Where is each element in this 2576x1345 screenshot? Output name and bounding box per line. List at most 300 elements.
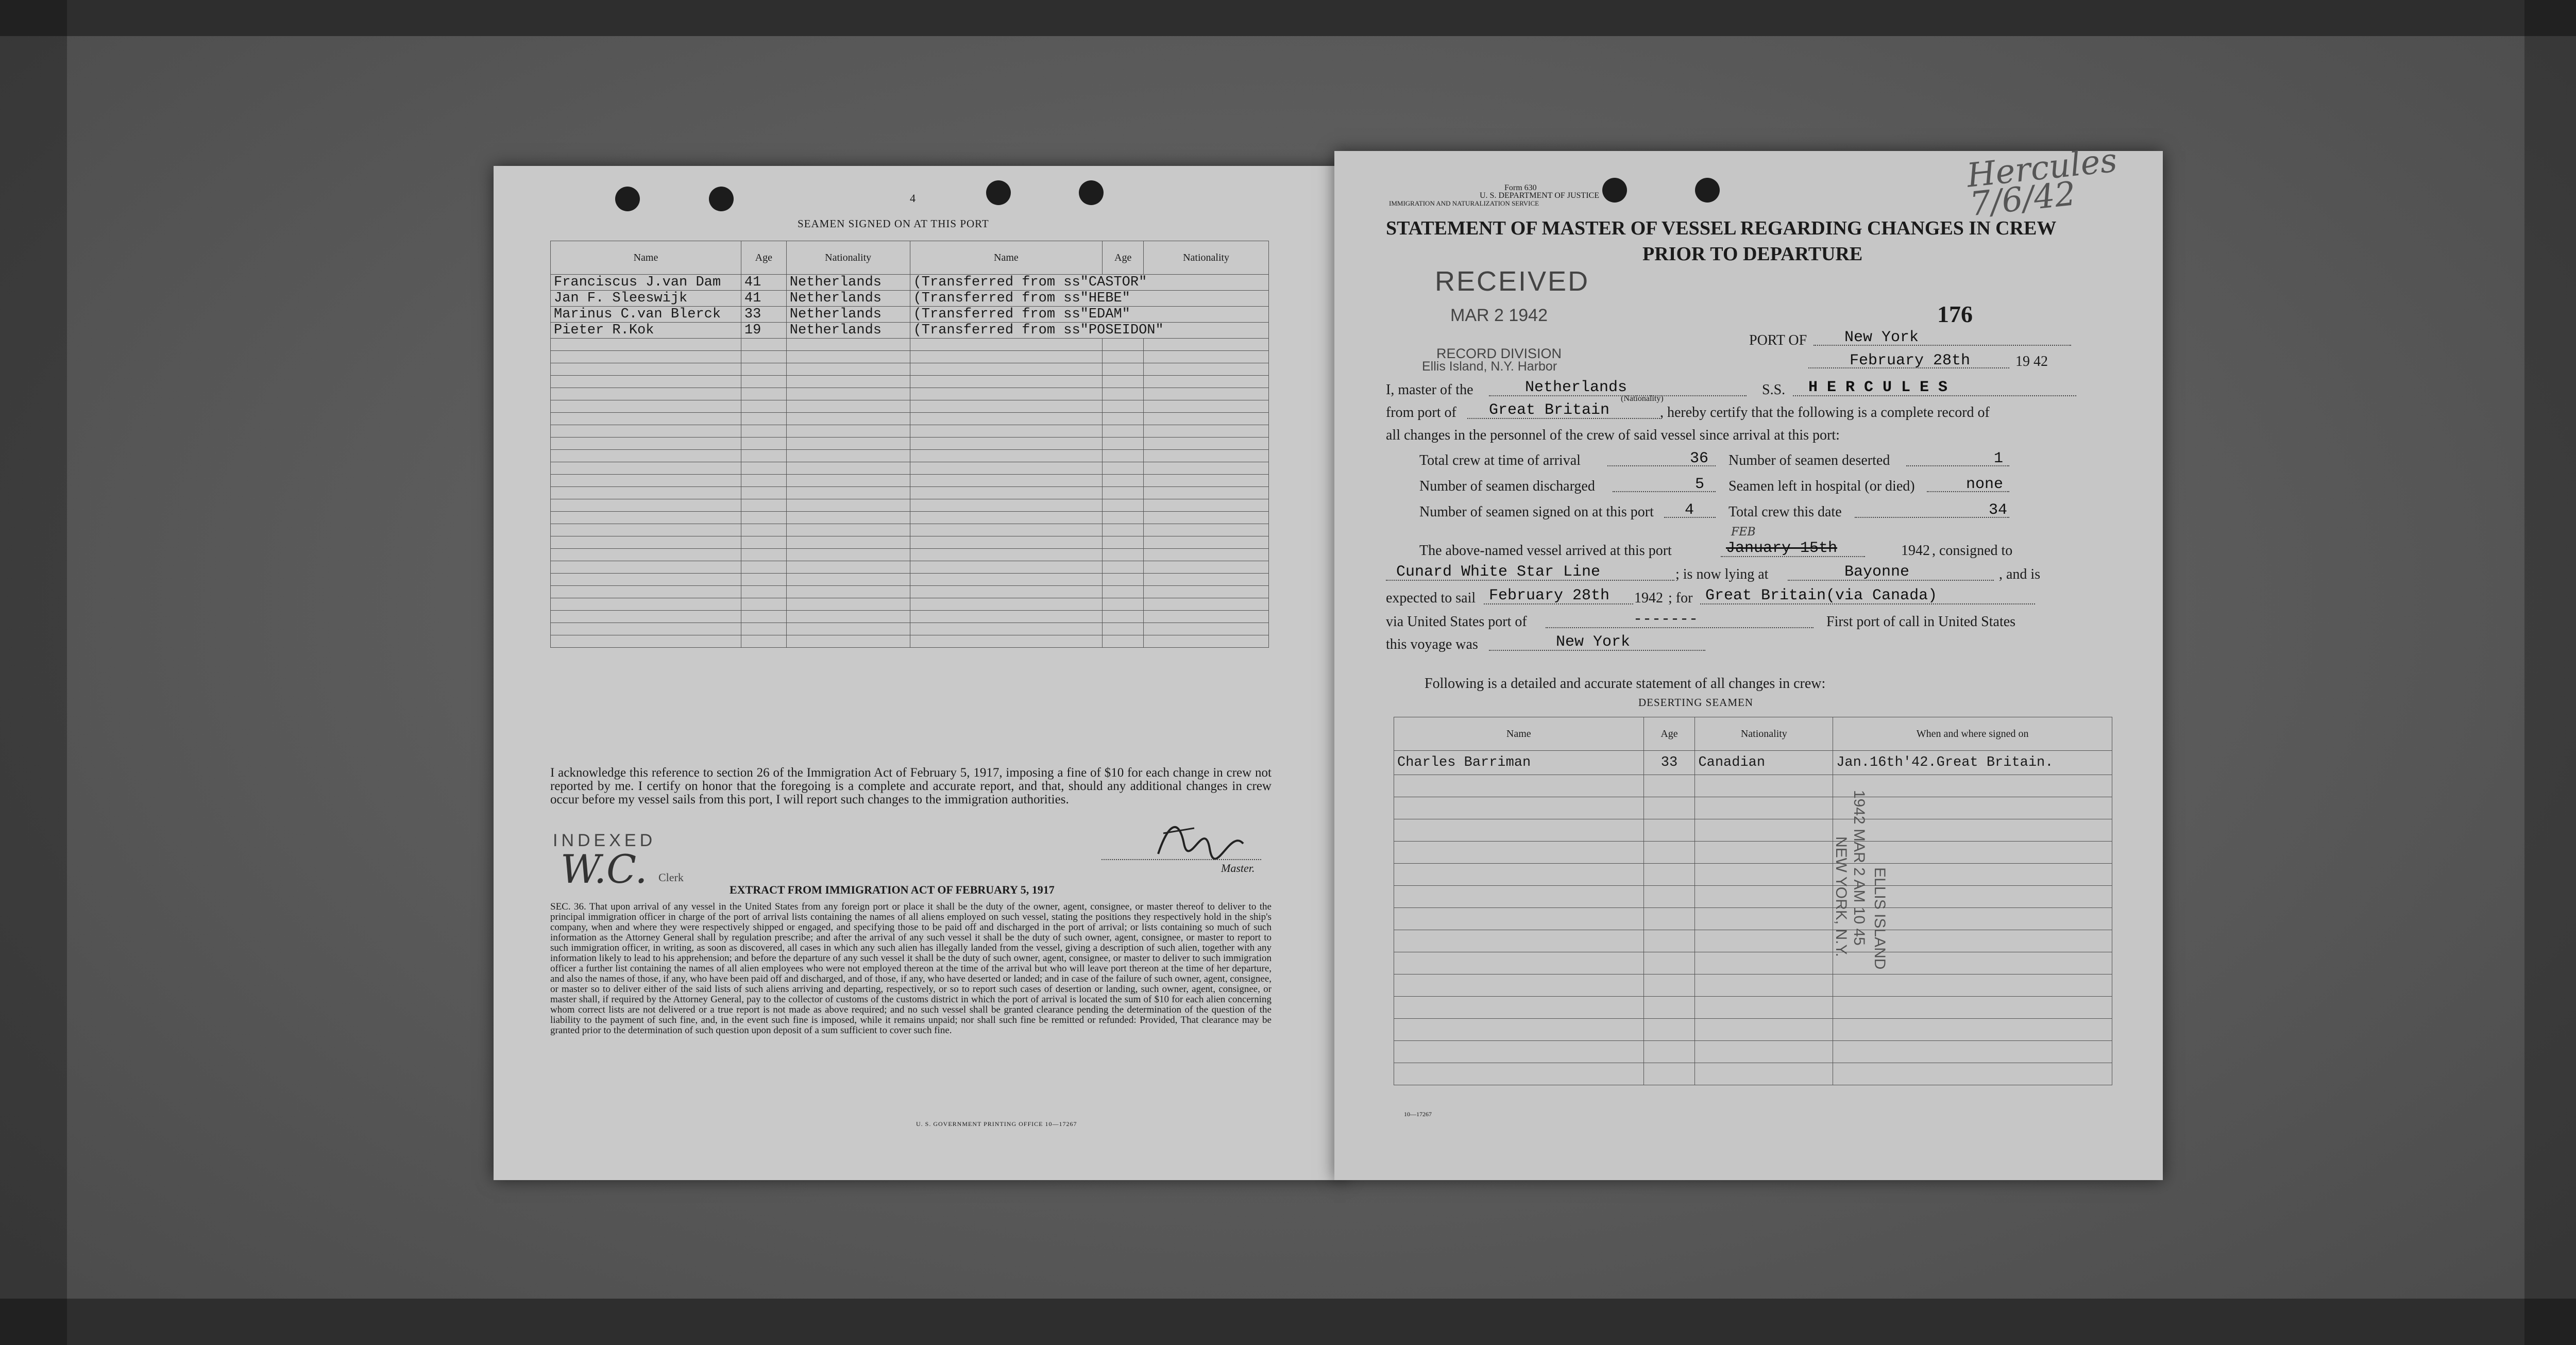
first-call-line	[1489, 650, 1705, 651]
empty-row	[1394, 930, 2112, 952]
empty-cell	[910, 598, 1103, 611]
empty-cell	[551, 611, 741, 623]
empty-cell	[741, 536, 786, 549]
statement-year: 19 42	[2015, 354, 2048, 369]
certify-text: , hereby certify that the following is a complete record of	[1660, 405, 1990, 421]
punch-hole	[709, 187, 734, 211]
seaman-remark: (Transferred from ss"CASTOR"	[910, 275, 1268, 291]
empty-row	[551, 475, 1269, 487]
empty-row	[551, 413, 1269, 425]
form-subtitle: PRIOR TO DEPARTURE	[1642, 243, 1863, 265]
sail-year: 1942	[1634, 590, 1663, 606]
port-line	[1814, 345, 2071, 346]
empty-cell	[786, 536, 910, 549]
deserting-title: DESERTING SEAMEN	[1638, 696, 1753, 709]
empty-cell	[786, 438, 910, 450]
vertical-stamp-ellis: ELLIS ISLAND	[1871, 867, 1888, 970]
empty-row	[551, 487, 1269, 499]
from-port-line	[1467, 418, 1660, 419]
empty-cell	[910, 388, 1103, 400]
clerk-initials: W.C.	[561, 846, 648, 892]
handwritten-note: Hercules 7/6/42	[1965, 141, 2119, 224]
form-number: Form 630	[1504, 183, 1537, 192]
empty-row	[1394, 974, 2112, 997]
empty-cell	[1144, 400, 1269, 413]
via-port-value: -------	[1633, 611, 1699, 628]
consignee-value: Cunard White Star Line	[1396, 563, 1601, 581]
received-stamp-word: RECEIVED	[1435, 266, 1590, 297]
empty-cell	[910, 363, 1103, 376]
total-crew-arrival-value: 36	[1690, 450, 1709, 467]
empty-cell	[1643, 1041, 1695, 1063]
empty-cell	[910, 586, 1103, 598]
seaman-age: 41	[741, 275, 786, 291]
seaman-name: Marinus C.van Blerck	[551, 307, 741, 323]
signed-on-label: Number of seamen signed on at this port	[1419, 504, 1654, 520]
empty-cell	[1144, 351, 1269, 363]
empty-cell	[1144, 339, 1269, 351]
department: U. S. DEPARTMENT OF JUSTICE	[1480, 191, 1599, 200]
arrived-year: 1942	[1901, 543, 1930, 559]
empty-row	[551, 598, 1269, 611]
empty-cell	[1103, 574, 1144, 586]
empty-row	[551, 363, 1269, 376]
empty-cell	[1103, 499, 1144, 512]
empty-cell	[551, 363, 741, 376]
empty-cell	[910, 462, 1103, 475]
total-crew-arrival-label: Total crew at time of arrival	[1419, 452, 1581, 468]
left-page	[494, 166, 1346, 1180]
empty-cell	[1643, 797, 1695, 819]
deserter-name: Charles Barriman	[1394, 751, 1644, 775]
empty-cell	[1144, 536, 1269, 549]
total-crew-today-value: 34	[1989, 501, 2008, 519]
empty-cell	[741, 388, 786, 400]
vertical-stamp-city: NEW YORK, N.Y.	[1833, 836, 1850, 957]
empty-cell	[741, 438, 786, 450]
master-signature-line	[1101, 859, 1261, 860]
from-port-label: from port of	[1386, 405, 1456, 421]
vessel-line	[1793, 395, 2076, 396]
empty-cell	[910, 611, 1103, 623]
empty-cell	[1144, 574, 1269, 586]
arrived-label: The above-named vessel arrived at this port	[1419, 543, 1672, 559]
deserter-signed-on: Jan.16th'42.Great Britain.	[1833, 751, 2112, 775]
empty-cell	[1103, 524, 1144, 536]
empty-row	[551, 549, 1269, 561]
empty-cell	[1643, 908, 1695, 930]
indexed-stamp: INDEXED	[553, 831, 656, 850]
empty-row	[551, 450, 1269, 462]
via-label: via United States port of	[1386, 614, 1527, 630]
empty-cell	[786, 475, 910, 487]
statement-date: February 28th	[1850, 352, 1971, 369]
empty-cell	[1144, 598, 1269, 611]
empty-cell	[1833, 775, 2112, 797]
empty-cell	[1695, 1019, 1833, 1041]
nationality-caption: (Nationality)	[1621, 394, 1664, 403]
seaman-name: Franciscus J.van Dam	[551, 275, 741, 291]
empty-cell	[1144, 413, 1269, 425]
received-stamp-location: Ellis Island, N.Y. Harbor	[1422, 359, 1557, 374]
empty-cell	[1144, 561, 1269, 574]
empty-cell	[1103, 450, 1144, 462]
empty-cell	[551, 450, 741, 462]
deserted-label: Number of seamen deserted	[1728, 452, 1890, 468]
empty-cell	[786, 462, 910, 475]
empty-cell	[551, 376, 741, 388]
empty-row	[1394, 775, 2112, 797]
seaman-nationality: Netherlands	[786, 291, 910, 307]
seaman-age: 41	[741, 291, 786, 307]
seaman-nationality: Netherlands	[786, 275, 910, 291]
empty-cell	[786, 635, 910, 648]
first-call-label: First port of call in United States	[1826, 614, 2016, 630]
discharged-value: 5	[1695, 476, 1705, 493]
empty-cell	[1643, 997, 1695, 1019]
empty-row	[551, 574, 1269, 586]
empty-cell	[741, 450, 786, 462]
empty-row	[551, 561, 1269, 574]
empty-row	[551, 351, 1269, 363]
empty-cell	[1144, 475, 1269, 487]
empty-cell	[1103, 388, 1144, 400]
arrived-line	[1721, 556, 1865, 557]
empty-cell	[1144, 611, 1269, 623]
empty-cell	[741, 524, 786, 536]
seamen-signed-on-table	[550, 241, 1269, 648]
empty-row	[551, 400, 1269, 413]
empty-cell	[741, 351, 786, 363]
empty-cell	[741, 400, 786, 413]
empty-cell	[741, 561, 786, 574]
empty-cell	[1144, 438, 1269, 450]
empty-row	[1394, 1063, 2112, 1085]
seaman-age: 33	[741, 307, 786, 323]
port-value: New York	[1844, 329, 1919, 346]
total-crew-today-label: Total crew this date	[1728, 504, 1842, 520]
section-title: SEAMEN SIGNED ON AT THIS PORT	[798, 217, 989, 230]
empty-row	[551, 586, 1269, 598]
empty-cell	[1833, 842, 2112, 864]
empty-cell	[1695, 864, 1833, 886]
empty-cell	[1695, 797, 1833, 819]
empty-cell	[551, 586, 741, 598]
table-header-row	[551, 241, 1269, 275]
sail-date: February 28th	[1489, 587, 1610, 604]
empty-cell	[786, 450, 910, 462]
empty-row	[551, 512, 1269, 524]
empty-cell	[910, 450, 1103, 462]
from-port-value: Great Britain	[1489, 401, 1610, 419]
punch-hole	[1695, 178, 1720, 203]
column-header: Nationality	[1144, 241, 1269, 275]
empty-row	[551, 438, 1269, 450]
empty-cell	[1103, 462, 1144, 475]
voyage-label: this voyage was	[1386, 636, 1478, 652]
empty-cell	[1643, 1019, 1695, 1041]
empty-cell	[1394, 797, 1644, 819]
empty-cell	[1144, 388, 1269, 400]
empty-cell	[1103, 598, 1144, 611]
empty-row	[1394, 908, 2112, 930]
empty-cell	[1103, 339, 1144, 351]
seaman-nationality: Netherlands	[786, 307, 910, 323]
received-stamp-date: MAR 2 1942	[1450, 306, 1548, 325]
seaman-remark: (Transferred from ss"EDAM"	[910, 307, 1268, 323]
lying-at-value: Bayonne	[1844, 563, 1910, 581]
empty-cell	[1103, 623, 1144, 635]
empty-cell	[551, 549, 741, 561]
empty-cell	[551, 351, 741, 363]
empty-cell	[1103, 586, 1144, 598]
empty-cell	[1394, 974, 1644, 997]
empty-cell	[551, 574, 741, 586]
and-is-label: , and is	[1999, 566, 2041, 582]
empty-cell	[1103, 425, 1144, 438]
empty-row	[551, 635, 1269, 648]
first-call-value: New York	[1556, 633, 1631, 651]
empty-cell	[551, 623, 741, 635]
right-page	[1334, 141, 2163, 1180]
empty-cell	[741, 623, 786, 635]
empty-cell	[1144, 450, 1269, 462]
empty-cell	[786, 499, 910, 512]
signature-scribble	[1148, 813, 1251, 864]
lying-label: ; is now lying at	[1675, 566, 1769, 582]
column-header: Age	[1103, 241, 1144, 275]
column-header: Age	[741, 241, 786, 275]
empty-cell	[1695, 930, 1833, 952]
empty-row	[551, 388, 1269, 400]
empty-cell	[1144, 549, 1269, 561]
printing-office: U. S. GOVERNMENT PRINTING OFFICE 10—17267	[916, 1120, 1077, 1128]
empty-row	[551, 536, 1269, 549]
empty-cell	[786, 574, 910, 586]
empty-cell	[741, 574, 786, 586]
empty-cell	[910, 524, 1103, 536]
column-header: Nationality	[786, 241, 910, 275]
empty-cell	[910, 635, 1103, 648]
film-top-band	[0, 0, 2576, 36]
consigned-label: , consigned to	[1932, 543, 2013, 559]
port-label: PORT OF	[1749, 332, 1807, 348]
total-crew-today-line	[1855, 517, 2009, 518]
empty-cell	[1103, 376, 1144, 388]
empty-cell	[786, 400, 910, 413]
empty-cell	[1643, 930, 1695, 952]
empty-cell	[1144, 376, 1269, 388]
empty-cell	[741, 339, 786, 351]
column-header: Name	[910, 241, 1103, 275]
empty-cell	[551, 413, 741, 425]
table-header-row	[1394, 717, 2112, 751]
empty-cell	[910, 561, 1103, 574]
empty-row	[1394, 1019, 2112, 1041]
seaman-remark: (Transferred from ss"HEBE"	[910, 291, 1268, 307]
empty-cell	[1394, 819, 1644, 842]
master-of-label: I, master of the	[1386, 382, 1473, 398]
empty-cell	[551, 512, 741, 524]
empty-cell	[551, 339, 741, 351]
empty-cell	[786, 598, 910, 611]
empty-row	[551, 339, 1269, 351]
destination-value: Great Britain(via Canada)	[1705, 587, 1938, 604]
empty-cell	[1695, 886, 1833, 908]
form-title: STATEMENT OF MASTER OF VESSEL REGARDING CHANGES IN CREW	[1386, 217, 2057, 239]
empty-cell	[1833, 797, 2112, 819]
empty-cell	[786, 376, 910, 388]
consignee-line	[1386, 580, 1674, 581]
empty-cell	[551, 561, 741, 574]
empty-cell	[910, 425, 1103, 438]
column-header: Name	[1394, 717, 1644, 751]
empty-cell	[1695, 974, 1833, 997]
empty-cell	[910, 351, 1103, 363]
empty-cell	[1833, 819, 2112, 842]
discharged-label: Number of seamen discharged	[1419, 478, 1595, 494]
date-line	[1808, 367, 2009, 368]
ss-label: S.S.	[1762, 382, 1786, 398]
empty-row	[1394, 886, 2112, 908]
empty-cell	[1833, 1041, 2112, 1063]
empty-cell	[551, 499, 741, 512]
empty-cell	[741, 376, 786, 388]
record-number: 176	[1937, 301, 1973, 327]
empty-cell	[1643, 864, 1695, 886]
lying-at-line	[1788, 580, 1994, 581]
empty-cell	[1103, 549, 1144, 561]
empty-cell	[1394, 997, 1644, 1019]
extract-title: EXTRACT FROM IMMIGRATION ACT OF FEBRUARY 5, 1917	[730, 883, 1055, 896]
seaman-remark: (Transferred from ss"POSEIDON"	[910, 323, 1268, 339]
empty-cell	[1103, 475, 1144, 487]
signed-on-value: 4	[1685, 501, 1694, 519]
empty-cell	[1103, 536, 1144, 549]
hospital-value: none	[1966, 476, 2004, 493]
seaman-nationality: Netherlands	[786, 323, 910, 339]
service: IMMIGRATION AND NATURALIZATION SERVICE	[1389, 199, 1539, 207]
empty-cell	[1833, 1019, 2112, 1041]
deserting-seamen-table	[1394, 717, 2112, 1085]
empty-cell	[1695, 1063, 1833, 1085]
empty-row	[1394, 864, 2112, 886]
empty-cell	[741, 586, 786, 598]
vertical-stamp-time: 1942 MAR 2 AM 10 45	[1851, 790, 1868, 946]
empty-row	[1394, 1041, 2112, 1063]
empty-cell	[1144, 635, 1269, 648]
empty-cell	[1394, 886, 1644, 908]
empty-row	[551, 524, 1269, 536]
arrived-correction: FEB	[1731, 526, 1756, 539]
empty-cell	[741, 499, 786, 512]
empty-cell	[1695, 1041, 1833, 1063]
empty-cell	[786, 586, 910, 598]
empty-cell	[1695, 997, 1833, 1019]
empty-row	[551, 425, 1269, 438]
empty-cell	[1394, 864, 1644, 886]
punch-hole	[1079, 180, 1104, 205]
empty-cell	[1833, 1063, 2112, 1085]
empty-cell	[741, 425, 786, 438]
empty-cell	[551, 536, 741, 549]
empty-cell	[741, 413, 786, 425]
empty-cell	[910, 376, 1103, 388]
empty-cell	[1144, 363, 1269, 376]
column-header: Age	[1643, 717, 1695, 751]
vessel-nationality: Netherlands	[1525, 379, 1628, 396]
empty-cell	[1103, 635, 1144, 648]
empty-cell	[741, 635, 786, 648]
empty-row	[551, 611, 1269, 623]
sail-line	[1484, 603, 1633, 604]
destination-line	[1700, 603, 2035, 604]
empty-cell	[910, 536, 1103, 549]
seaman-age: 19	[741, 323, 786, 339]
empty-cell	[786, 512, 910, 524]
empty-cell	[741, 475, 786, 487]
hospital-label: Seamen left in hospital (or died)	[1728, 478, 1915, 494]
for-label: ; for	[1668, 590, 1693, 606]
empty-cell	[1695, 908, 1833, 930]
empty-cell	[741, 611, 786, 623]
film-left-edge	[0, 0, 67, 1345]
column-header: When and where signed on	[1833, 717, 2112, 751]
empty-cell	[1103, 512, 1144, 524]
punch-hole	[615, 187, 640, 211]
empty-cell	[1144, 425, 1269, 438]
empty-cell	[1394, 908, 1644, 930]
empty-row	[551, 623, 1269, 635]
empty-cell	[1144, 499, 1269, 512]
empty-cell	[910, 487, 1103, 499]
empty-cell	[786, 611, 910, 623]
empty-cell	[786, 425, 910, 438]
empty-cell	[1103, 400, 1144, 413]
empty-cell	[1394, 930, 1644, 952]
empty-cell	[1695, 952, 1833, 974]
empty-cell	[786, 487, 910, 499]
seaman-name: Pieter R.Kok	[551, 323, 741, 339]
empty-cell	[551, 475, 741, 487]
empty-cell	[910, 339, 1103, 351]
empty-cell	[1394, 842, 1644, 864]
empty-cell	[1103, 561, 1144, 574]
film-bottom-band	[0, 1299, 2576, 1345]
empty-cell	[1144, 586, 1269, 598]
empty-row	[1394, 819, 2112, 842]
empty-row	[1394, 997, 2112, 1019]
empty-cell	[786, 339, 910, 351]
seaman-name: Jan F. Sleeswijk	[551, 291, 741, 307]
empty-cell	[741, 549, 786, 561]
empty-cell	[551, 524, 741, 536]
empty-cell	[1144, 487, 1269, 499]
empty-cell	[1643, 952, 1695, 974]
empty-row	[1394, 842, 2112, 864]
empty-cell	[741, 462, 786, 475]
empty-cell	[1394, 775, 1644, 797]
empty-row	[551, 499, 1269, 512]
deserter-nationality: Canadian	[1695, 751, 1833, 775]
empty-row	[551, 376, 1269, 388]
empty-cell	[551, 400, 741, 413]
empty-cell	[1144, 462, 1269, 475]
master-label: Master.	[1221, 862, 1255, 875]
empty-cell	[786, 561, 910, 574]
empty-cell	[786, 623, 910, 635]
empty-cell	[1643, 775, 1695, 797]
